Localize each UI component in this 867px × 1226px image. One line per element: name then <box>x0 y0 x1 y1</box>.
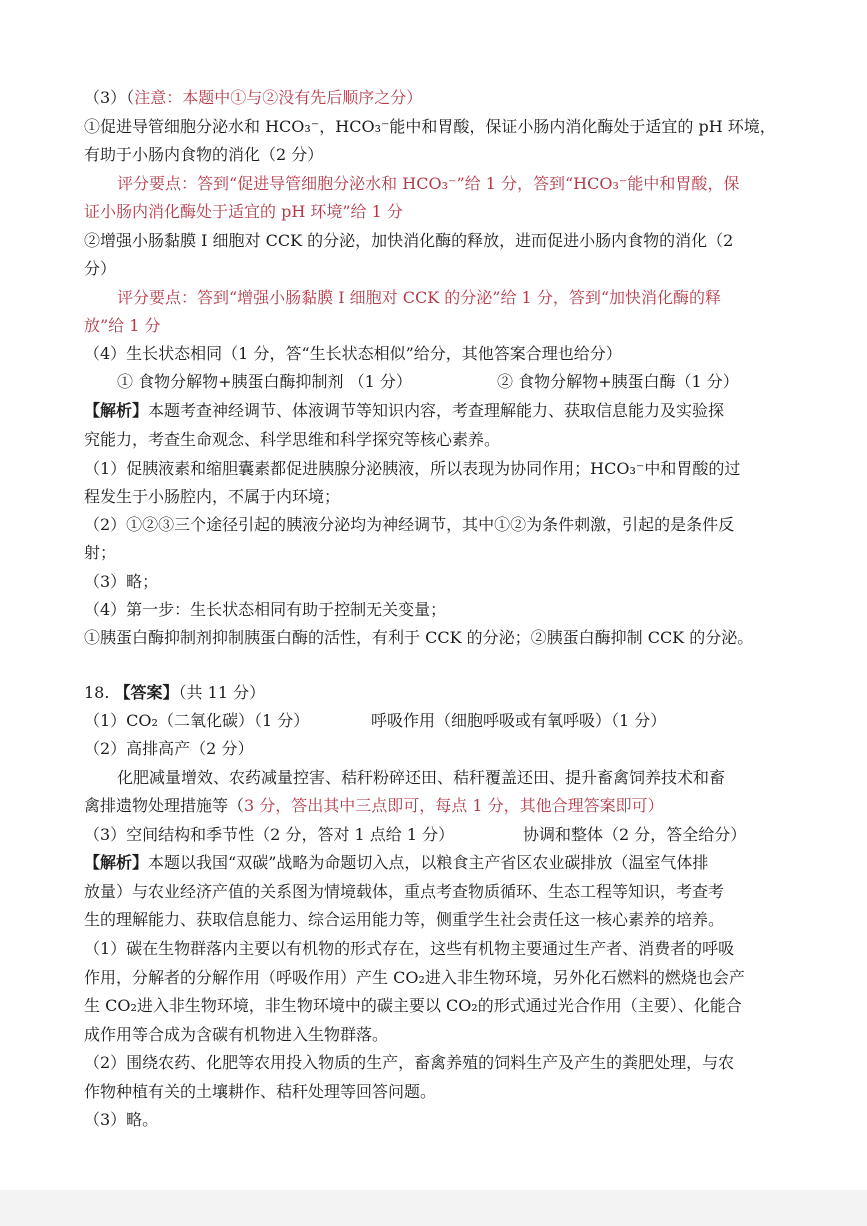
analysis-line: 生 CO₂进入非生物环境，非生物环境中的碳主要以 CO₂的形式通过光合作用（主要）、化能合 <box>84 996 742 1015</box>
scoring-note: 3 分，答出其中三点即可，每点 1 分，其他合理答案即可） <box>244 796 664 815</box>
q18-heading: 18. 【答案】（共 11 分） <box>84 683 266 702</box>
analysis-line: （1）碳在生物群落内主要以有机物的形式存在，这些有机物主要通过生产者、消费者的呼吸 <box>84 939 735 958</box>
answer-line: 有助于小肠内食物的消化（2 分） <box>84 145 324 164</box>
analysis-heading: 【解析】 <box>84 401 149 420</box>
answer-heading: 【答案】 <box>114 683 179 702</box>
answer-line: （2）高排高产（2 分） <box>84 739 254 758</box>
answer-line: ①促进导管细胞分泌水和 HCO₃⁻，HCO₃⁻能中和胃酸，保证小肠内消化酶处于适宜的 pH 环境， <box>84 117 776 136</box>
analysis-line: 【解析】本题以我国“双碳”战略为命题切入点，以粮食主产省区农业碳排放（温室气体排 <box>84 853 709 872</box>
analysis-line: 程发生于小肠腔内，不属于内环境； <box>84 487 341 506</box>
answer-line: 呼吸作用（细胞呼吸或有氧呼吸）（1 分） <box>371 711 667 730</box>
analysis-line: （2）围绕农药、化肥等农用投入物质的生产，畜禽养殖的饲料生产及产生的粪肥处理，与农 <box>84 1053 735 1072</box>
answer-line: 协调和整体（2 分，答全给分） <box>523 825 747 844</box>
answer-line: 禽排遗物处理措施等（3 分，答出其中三点即可，每点 1 分，其他合理答案即可） <box>84 796 664 815</box>
analysis-line: 究能力，考查生命观念、科学思维和科学探究等核心素养。 <box>84 430 501 449</box>
analysis-line: 作用，分解者的分解作用（呼吸作用）产生 CO₂进入非生物环境，另外化石燃料的燃烧也会产 <box>84 968 745 987</box>
analysis-line: 【解析】本题考查神经调节、体液调节等知识内容，考查理解能力、获取信息能力及实验探 <box>84 401 725 420</box>
answer-line: ②增强小肠黏膜 I 细胞对 CCK 的分泌，加快消化酶的释放，进而促进小肠内食物的消化（2 <box>84 231 734 250</box>
scoring-point-line: 评分要点：答到“促进导管细胞分泌水和 HCO₃⁻”给 1 分，答到“HCO₃⁻能中和胃酸，保 <box>117 174 740 193</box>
scoring-point-line: 评分要点：答到“增强小肠黏膜 I 细胞对 CCK 的分泌”给 1 分，答到“加快消化酶的释 <box>117 288 721 307</box>
q3-note-line: （3）（注意：本题中①与②没有先后顺序之分） <box>84 88 423 107</box>
answer-line: （1）CO₂（二氧化碳）（1 分） <box>84 711 310 730</box>
scoring-point-line: 证小肠内消化酶处于适宜的 pH 环境”给 1 分 <box>84 202 403 221</box>
analysis-line: （2）①②③三个途径引起的胰液分泌均为神经调节，其中①②为条件刺激，引起的是条件反 <box>84 515 735 534</box>
q3-order-note: 注意：本题中①与②没有先后顺序之分） <box>134 88 423 107</box>
answer-option-1: ① 食物分解物+胰蛋白酶抑制剂 （1 分） <box>117 372 412 391</box>
analysis-line: 作物种植有关的土壤耕作、秸秆处理等回答问题。 <box>84 1082 437 1101</box>
analysis-line: 生的理解能力、获取信息能力、综合运用能力等，侧重学生社会责任这一核心素养的培养。 <box>84 910 725 929</box>
answer-line: （4）生长状态相同（1 分，答“生长状态相似”给分，其他答案合理也给分） <box>84 344 622 363</box>
scoring-point-line: 放”给 1 分 <box>84 316 161 335</box>
analysis-line: （3）略。 <box>84 1110 159 1129</box>
analysis-line: （4）第一步：生长状态相同有助于控制无关变量； <box>84 600 447 619</box>
answer-option-2: ② 食物分解物+胰蛋白酶（1 分） <box>497 372 739 391</box>
analysis-line: 放量）与农业经济产值的关系图为情境载体，重点考查物质循环、生态工程等知识，考查考 <box>84 882 725 901</box>
analysis-line: 射； <box>84 543 117 562</box>
page-bottom-edge <box>0 1190 867 1226</box>
answer-line: 分） <box>84 259 117 278</box>
analysis-line: ①胰蛋白酶抑制剂抑制胰蛋白酶的活性，有利于 CCK 的分泌；②胰蛋白酶抑制 CCK 的分泌。 <box>84 628 754 647</box>
analysis-line: 成作用等合成为含碳有机物进入生物群落。 <box>84 1025 389 1044</box>
analysis-line: （3）略； <box>84 572 159 591</box>
answer-line: （3）空间结构和季节性（2 分，答对 1 点给 1 分） <box>84 825 455 844</box>
answer-line: 化肥减量增效、农药减量控害、秸秆粉碎还田、秸秆覆盖还田、提升畜禽饲养技术和畜 <box>117 768 726 787</box>
analysis-line: （1）促胰液素和缩胆囊素都促进胰腺分泌胰液，所以表现为协同作用；HCO₃⁻中和胃酸的过 <box>84 459 741 478</box>
analysis-heading: 【解析】 <box>84 853 149 872</box>
